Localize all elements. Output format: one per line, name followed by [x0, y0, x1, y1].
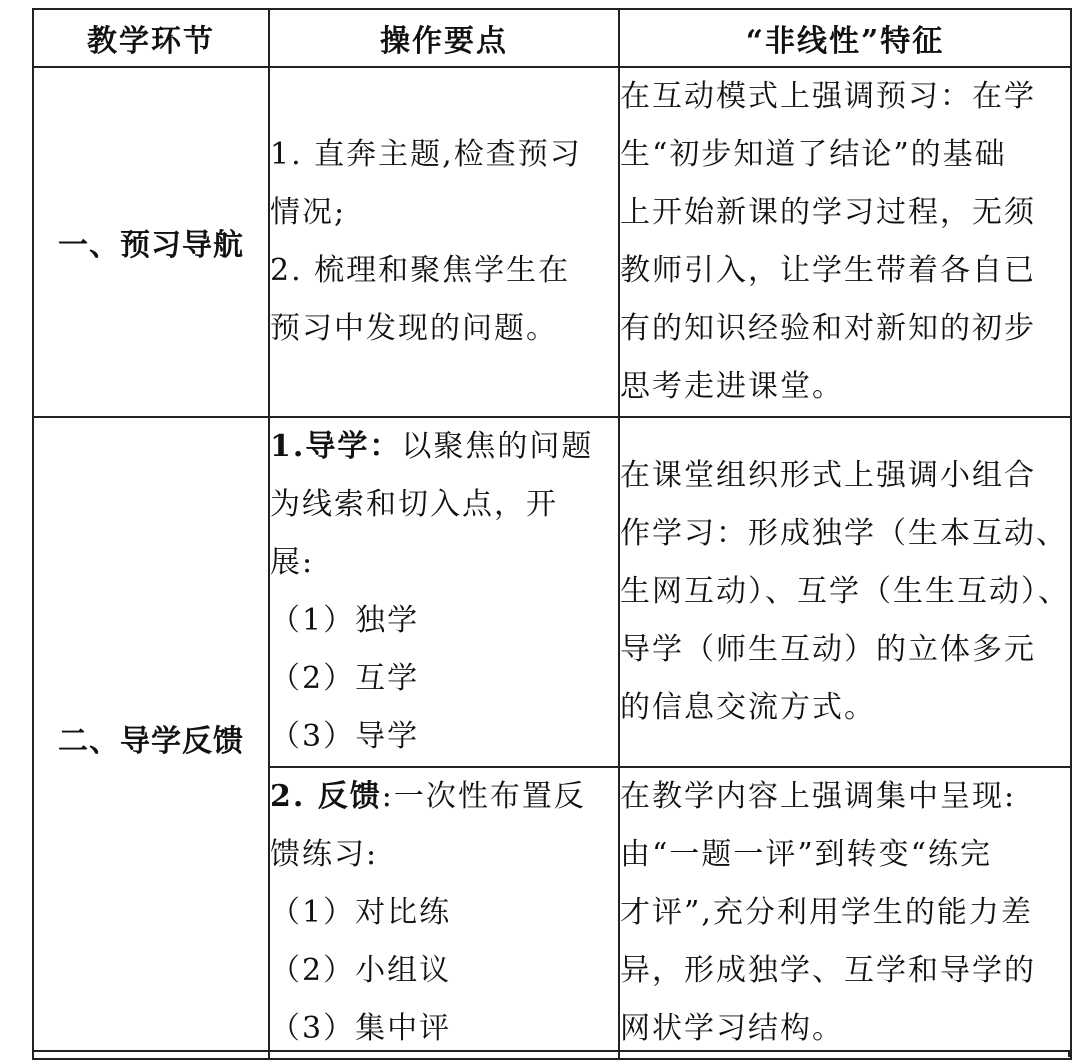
feature-cell — [619, 417, 1071, 767]
next-row-divider — [618, 1050, 620, 1057]
next-row-divider — [268, 1050, 270, 1057]
ops-cell — [269, 417, 619, 767]
feature-line: 作学习：形成独学（生本互动、 — [620, 516, 1068, 551]
ops-line: 1. 直奔主题,检查预习 — [270, 137, 582, 172]
next-row-divider — [32, 1050, 34, 1057]
feature-line: 思考走进课堂。 — [620, 369, 844, 404]
ops-line: 展: — [270, 545, 315, 580]
ops-line: 情况; — [270, 195, 347, 230]
feature-line: 生“初步知道了结论”的基础 — [620, 137, 1007, 172]
ops-cell — [269, 767, 619, 1059]
feature-line: 的信息交流方式。 — [620, 690, 876, 725]
ops-line: （2）小组议 — [270, 953, 452, 988]
header-features: “非线性”特征 — [619, 9, 1071, 67]
feature-cell — [619, 67, 1071, 417]
header-ops: 操作要点 — [269, 9, 619, 67]
ops-line: （1）对比练 — [270, 895, 452, 930]
stage-cell: 二、导学反馈 — [33, 417, 269, 1059]
feature-line: 才评”,充分利用学生的能力差 — [620, 895, 1033, 930]
feature-line: 在教学内容上强调集中呈现: — [620, 779, 1017, 814]
ops-lead-rest: :一次性布置反 — [381, 779, 586, 814]
next-row-divider — [1068, 1050, 1070, 1057]
ops-line: （1）独学 — [270, 603, 420, 638]
feature-line: 由“一题一评”到转变“练完 — [620, 837, 993, 872]
ops-lead-bold: 2. 反馈 — [270, 779, 382, 814]
ops-line — [270, 768, 618, 826]
ops-line: 馈练习: — [270, 837, 379, 872]
ops-lead-bold: 1.导学： — [270, 429, 402, 464]
feature-cell — [619, 767, 1071, 1059]
feature-line: 有的知识经验和对新知的初步 — [620, 311, 1036, 346]
feature-line: 上开始新课的学习过程，无须 — [620, 195, 1036, 230]
feature-line: 导学（师生互动）的立体多元 — [620, 632, 1036, 667]
ops-line: 为线索和切入点，开 — [270, 487, 558, 522]
ops-cell — [269, 67, 619, 417]
ops-line: （3）导学 — [270, 719, 420, 754]
table-row — [33, 67, 1071, 417]
ops-line: 预习中发现的问题。 — [270, 311, 558, 346]
ops-line: （2）互学 — [270, 661, 420, 696]
teaching-table — [32, 8, 1072, 1060]
table-row — [33, 417, 1071, 767]
feature-line: 网状学习结构。 — [620, 1011, 844, 1046]
ops-line — [270, 418, 618, 476]
feature-line: 异，形成独学、互学和导学的 — [620, 953, 1036, 988]
ops-line: 2. 梳理和聚焦学生在 — [270, 253, 571, 288]
ops-line: （3）集中评 — [270, 1011, 452, 1046]
feature-line: 在课堂组织形式上强调小组合 — [620, 458, 1036, 493]
feature-line: 生网互动）、互学（生生互动）、 — [620, 574, 1070, 609]
table-header-row — [33, 9, 1071, 67]
ops-lead-rest: 以聚焦的问题 — [401, 429, 594, 464]
feature-line: 在互动模式上强调预习：在学 — [620, 79, 1036, 114]
feature-line: 教师引入，让学生带着各自已 — [620, 253, 1036, 288]
next-row-border — [32, 1050, 1070, 1052]
stage-cell: 一、预习导航 — [33, 67, 269, 417]
header-stage: 教学环节 — [33, 9, 269, 67]
